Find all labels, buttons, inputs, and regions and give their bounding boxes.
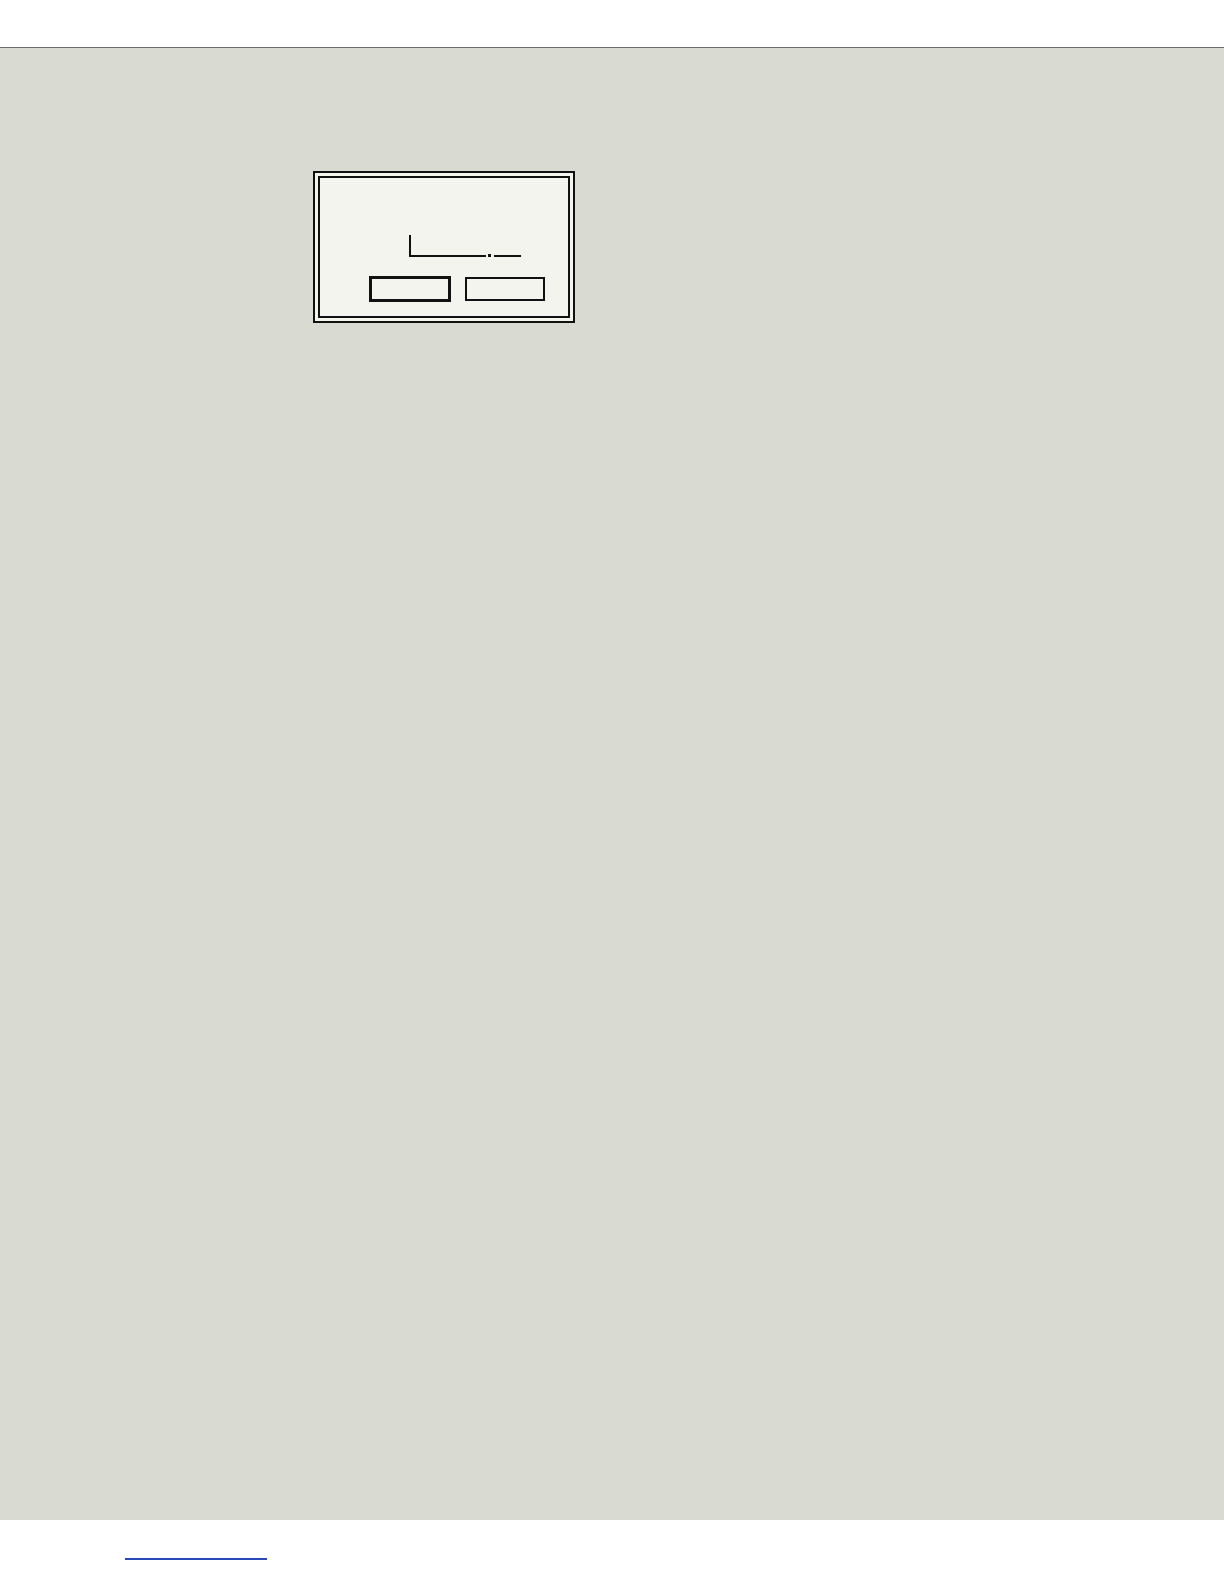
bottom-rule: [125, 1558, 267, 1560]
ok-button[interactable]: [369, 276, 451, 302]
new-folder-dialog-figure: [313, 171, 1103, 323]
cancel-button[interactable]: [465, 277, 545, 301]
page-content: [313, 127, 1103, 369]
name-input[interactable]: [408, 231, 528, 261]
new-folder-dialog: [313, 171, 575, 323]
